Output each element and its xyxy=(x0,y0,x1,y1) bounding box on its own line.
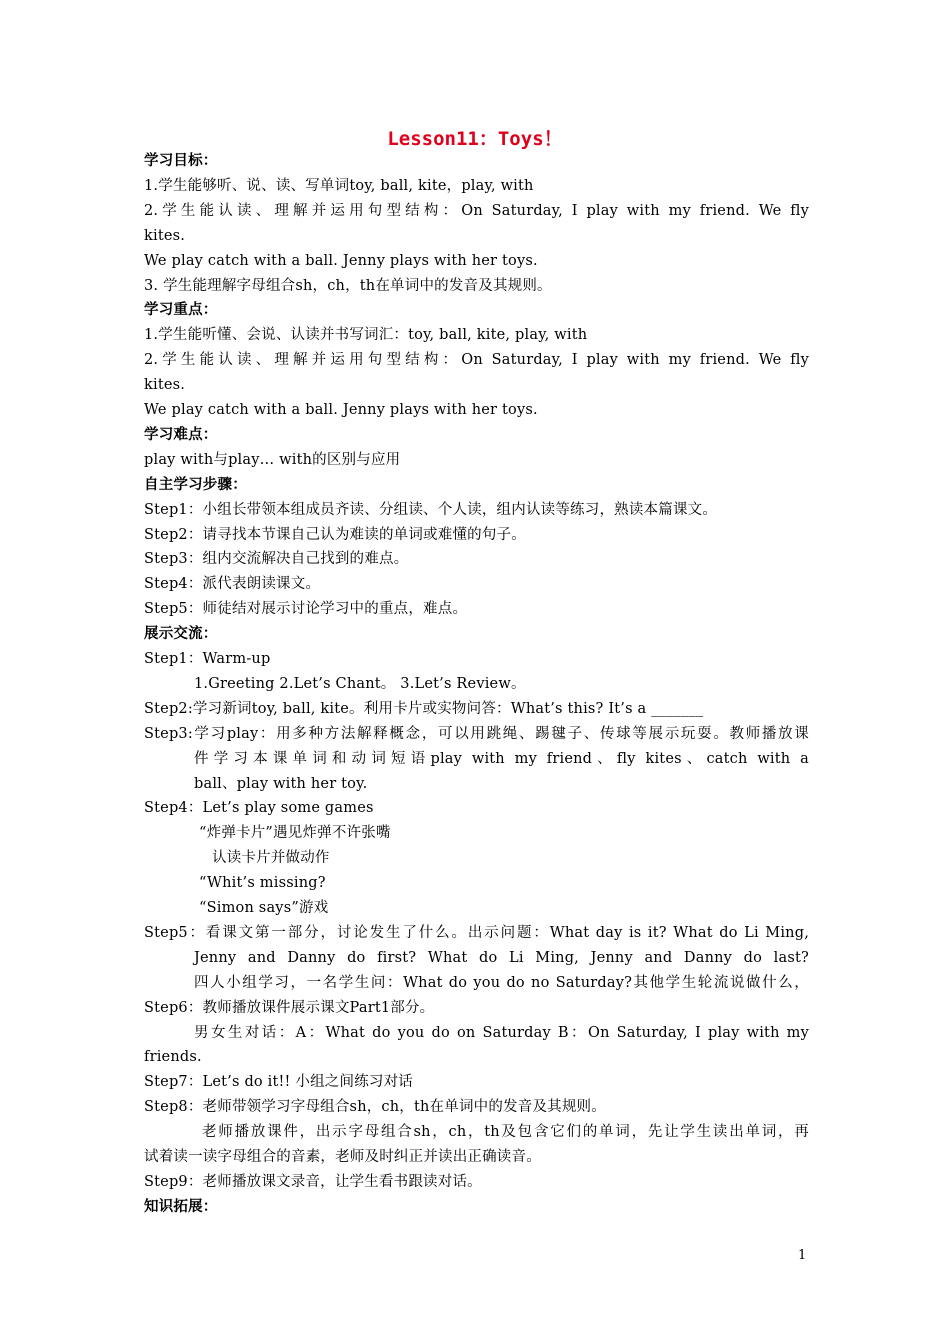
text-line: Step3：组内交流解决自己找到的难点。 xyxy=(144,551,409,568)
text-line: kites. xyxy=(144,377,186,394)
page-title: Lesson11：Toys！ xyxy=(387,128,563,150)
text-line: 2.学生能认读、理解并运用句型结构：On Saturday, I play with my friend. We fly xyxy=(144,202,809,219)
section-heading: 学习重点： xyxy=(144,302,218,319)
section-heading: 学习目标： xyxy=(144,153,218,169)
text-line: 1.学生能听懂、会说、认读并书写词汇：toy, ball, kite, play, with xyxy=(144,327,588,344)
text-line: 1.学生能够听、说、读、写单词toy, ball, kite，play, with xyxy=(144,177,534,194)
text-line: Step9：老师播放课文录音，让学生看书跟读对话。 xyxy=(144,1173,482,1190)
text-line: Step8：老师带领学习字母组合sh，ch，th在单词中的发音及其规则。 xyxy=(144,1099,606,1116)
text-line: Jenny and Danny do first? What do Li Ming, Jenny and Danny do last? xyxy=(194,949,809,966)
section-heading: 学习难点： xyxy=(144,426,218,443)
text-line: play with与play… with的区别与应用 xyxy=(144,451,401,468)
text-line: friends. xyxy=(144,1049,202,1066)
text-line: kites. xyxy=(144,227,186,244)
text-line: Step5：看课文第一部分，讨论发生了什么。出示问题：What day is it? What do Li Ming, xyxy=(144,924,809,941)
text-line: Step2:学习新词toy, ball, kite。利用卡片或实物问答：What’s this? It’s a _______ xyxy=(144,700,704,717)
text-line: Step7：Let’s do it!! 小组之间练习对话 xyxy=(144,1074,413,1091)
text-line: “炸弹卡片”遇见炸弹不许张嘴 xyxy=(199,825,391,842)
text-line: Step6：教师播放课件展示课文Part1部分。 xyxy=(144,999,435,1016)
page-number: 1 xyxy=(798,1248,807,1263)
section-heading: 自主学习步骤： xyxy=(144,476,247,493)
text-line: 1.Greeting 2.Let’s Chant。 3.Let’s Review。 xyxy=(194,675,526,692)
text-line: 男女生对话：A：What do you do on Saturday B：On Saturday, I play with my xyxy=(194,1024,809,1041)
text-line: 试着读一读字母组合的音素，老师及时纠正并读出正确读音。 xyxy=(144,1149,541,1165)
text-line: We play catch with a ball. Jenny plays with her toys. xyxy=(144,252,538,269)
text-line: “Whit’s missing? xyxy=(199,875,326,892)
text-line: Step4：派代表朗读课文。 xyxy=(144,576,321,593)
section-heading: 展示交流： xyxy=(144,626,218,643)
text-line: 老师播放课件，出示字母组合sh，ch，th及包含它们的单词，先让学生读出单词，再 xyxy=(202,1124,809,1141)
section-heading: 知识拓展： xyxy=(144,1198,218,1215)
text-line: Step1：Warm-up xyxy=(144,651,271,667)
text-line: We play catch with a ball. Jenny plays with her toys. xyxy=(144,402,538,418)
text-line: 认读卡片并做动作 xyxy=(212,850,330,867)
text-line: ball、play with her toy. xyxy=(194,775,368,792)
text-line: “Simon says”游戏 xyxy=(199,900,329,916)
text-line: Step2：请寻找本节课自己认为难读的单词或难懂的句子。 xyxy=(144,526,526,543)
text-line: Step4：Let’s play some games xyxy=(144,800,374,817)
text-line: Step5：师徒结对展示讨论学习中的重点，难点。 xyxy=(144,601,468,618)
text-line: Step3:学习play：用多种方法解释概念，可以用跳绳、踢毽子、传球等展示玩耍。教师播放课 xyxy=(144,725,809,742)
text-line: 四人小组学习，一名学生问：What do you do no Saturday?其他学生轮流说做什么， xyxy=(194,974,809,991)
text-line: 3. 学生能理解字母组合sh，ch，th在单词中的发音及其规则。 xyxy=(144,277,552,294)
text-line: 2.学生能认读、理解并运用句型结构：On Saturday, I play with my friend. We fly xyxy=(144,352,809,369)
text-line: Step1：小组长带领本组成员齐读、分组读、个人读，组内认读等练习，熟读本篇课文。 xyxy=(144,501,718,518)
text-line: 件学习本课单词和动词短语play with my friend、fly kites、catch with a xyxy=(194,750,809,767)
